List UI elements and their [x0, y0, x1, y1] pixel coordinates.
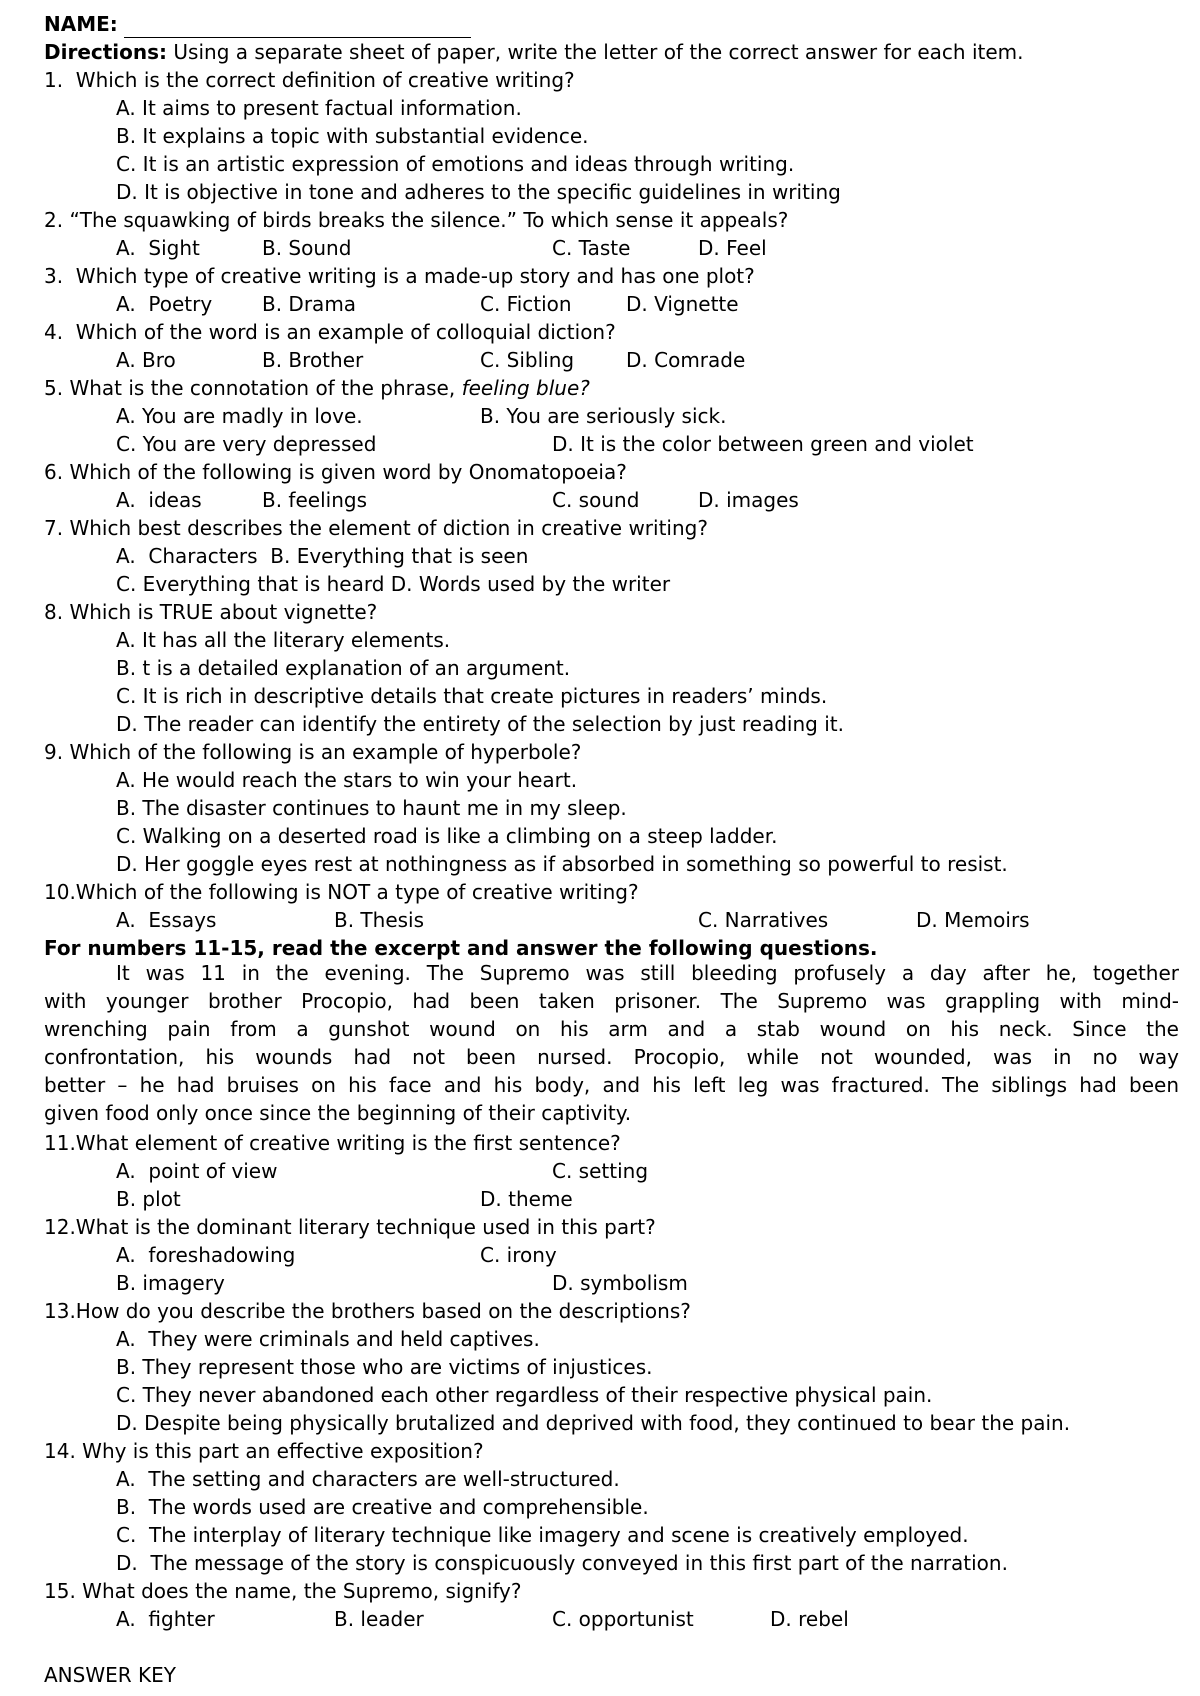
question-option: B. You are seriously sick. — [480, 404, 727, 428]
question-option: B. leader — [334, 1607, 424, 1631]
question-option: A. fighter — [116, 1607, 215, 1631]
question-option: C. Walking on a deserted road is like a climbing on a steep ladder. — [116, 824, 778, 848]
directions-text: Using a separate sheet of paper, write the letter of the correct answer for each item. — [167, 40, 1024, 64]
question-option: C. Sibling — [480, 348, 575, 372]
passage-line: It was 11 in the evening. The Supremo was still bleeding profusely a day after he, together — [116, 961, 1179, 985]
question-option: C. setting — [552, 1159, 649, 1183]
excerpt-passage — [44, 959, 1179, 1127]
passage-heading: For numbers 11-15, read the excerpt and answer the following questions. — [44, 936, 878, 960]
directions-label: Directions: — [44, 40, 168, 64]
question-stem: 9. Which of the following is an example of hyperbole? — [44, 740, 582, 764]
question-stem: 4. Which of the word is an example of colloquial diction? — [44, 320, 616, 344]
passage-line: wrenching pain from a gunshot wound on his arm and a stab wound on his neck. Since the — [44, 1017, 1179, 1041]
question-option: C. It is rich in descriptive details that create pictures in readers’ minds. — [116, 684, 828, 708]
question-stem: 13.How do you describe the brothers based on the descriptions? — [44, 1299, 691, 1323]
name-label: NAME: — [44, 12, 118, 36]
question-option: C. Fiction — [480, 292, 572, 316]
question-stem: 8. Which is TRUE about vignette? — [44, 600, 378, 624]
question-option: C. irony — [480, 1243, 557, 1267]
passage-line: confrontation, his wounds had not been nursed. Procopio, while not wounded, was in no way — [44, 1045, 1179, 1069]
question-option: B. imagery — [116, 1271, 225, 1295]
question-option: D. symbolism — [552, 1271, 688, 1295]
question-option: D. Her goggle eyes rest at nothingness as if absorbed in something so powerful to resist. — [116, 852, 1008, 876]
question-stem: 10.Which of the following is NOT a type of creative writing? — [44, 880, 639, 904]
question-option: A. Poetry — [116, 292, 213, 316]
question-option: A. Characters B. Everything that is seen — [116, 544, 529, 568]
question-stem: 2. “The squawking of birds breaks the silence.” To which sense it appeals? — [44, 208, 789, 232]
question-option: B. Drama — [262, 292, 357, 316]
question-option: A. Essays — [116, 908, 217, 932]
question-option: C. Narratives — [698, 908, 829, 932]
question-option: A. ideas — [116, 488, 202, 512]
question-option: C. It is an artistic expression of emotions and ideas through writing. — [116, 152, 795, 176]
question-option: C. Taste — [552, 236, 631, 260]
question-stem: 14. Why is this part an effective exposition? — [44, 1439, 484, 1463]
directions — [44, 38, 1023, 66]
question-stem: 15. What does the name, the Supremo, signify? — [44, 1579, 522, 1603]
question-option: A. Bro — [116, 348, 176, 372]
question-option: A. You are madly in love. — [116, 404, 363, 428]
question-option: C. The interplay of literary technique like imagery and scene is creatively employed. — [116, 1523, 969, 1547]
question-option: A. point of view — [116, 1159, 278, 1183]
question-option: D. Feel — [698, 236, 767, 260]
question-option: B. Thesis — [334, 908, 425, 932]
question-option: D. theme — [480, 1187, 573, 1211]
question-option: C. They never abandoned each other regardless of their respective physical pain. — [116, 1383, 933, 1407]
question-option: B. The words used are creative and comprehensible. — [116, 1495, 649, 1519]
question-option: C. opportunist — [552, 1607, 694, 1631]
question-option: D. The message of the story is conspicuously conveyed in this first part of the narration. — [116, 1551, 1008, 1575]
question-stem: 11.What element of creative writing is the first sentence? — [44, 1131, 621, 1155]
question-option: D. Comrade — [626, 348, 746, 372]
question-stem-text: 5. What is the connotation of the phrase, — [44, 376, 462, 400]
question-option: B. The disaster continues to haunt me in my sleep. — [116, 796, 627, 820]
passage-line: better – he had bruises on his face and his body, and his left leg was fractured. The siblings had been — [44, 1073, 1179, 1097]
question-stem: 7. Which best describes the element of diction in creative writing? — [44, 516, 708, 540]
question-option: A. He would reach the stars to win your heart. — [116, 768, 578, 792]
question-option: A. It aims to present factual information. — [116, 96, 522, 120]
question-option: B. t is a detailed explanation of an argument. — [116, 656, 571, 680]
question-option: D. rebel — [770, 1607, 849, 1631]
question-option: D. It is objective in tone and adheres to the specific guidelines in writing — [116, 180, 841, 204]
question-option: A. The setting and characters are well-structured. — [116, 1467, 620, 1491]
passage-line: given food only once since the beginning of their captivity. — [44, 1101, 632, 1125]
question-option: B. Brother — [262, 348, 364, 372]
question-option: B. They represent those who are victims of injustices. — [116, 1355, 653, 1379]
question-option: D. images — [698, 488, 799, 512]
question-option: C. Everything that is heard D. Words used by the writer — [116, 572, 671, 596]
question-stem: 1. Which is the correct definition of creative writing? — [44, 68, 575, 92]
question-option: A. Sight — [116, 236, 200, 260]
question-option: D. Vignette — [626, 292, 739, 316]
question-option: D. It is the color between green and violet — [552, 432, 974, 456]
passage-line: with younger brother Procopio, had been taken prisoner. The Supremo was grappling with mind- — [44, 989, 1179, 1013]
answer-key-label: ANSWER KEY — [44, 1663, 176, 1687]
question-option: B. plot — [116, 1187, 181, 1211]
question-stem: 12.What is the dominant literary technique used in this part? — [44, 1215, 656, 1239]
question-option: D. The reader can identify the entirety of the selection by just reading it. — [116, 712, 844, 736]
question-stem — [44, 374, 590, 402]
question-option: C. sound — [552, 488, 640, 512]
question-option: B. It explains a topic with substantial evidence. — [116, 124, 589, 148]
question-option: C. You are very depressed — [116, 432, 377, 456]
question-stem: 6. Which of the following is given word by Onomatopoeia? — [44, 460, 627, 484]
question-option: A. They were criminals and held captives. — [116, 1327, 540, 1351]
question-option: A. It has all the literary elements. — [116, 628, 451, 652]
question-option: D. Despite being physically brutalized and deprived with food, they continued to bear the pain. — [116, 1411, 1071, 1435]
question-option: D. Memoirs — [916, 908, 1030, 932]
question-stem: 3. Which type of creative writing is a made-up story and has one plot? — [44, 264, 755, 288]
question-option: B. Sound — [262, 236, 352, 260]
question-option: A. foreshadowing — [116, 1243, 296, 1267]
question-stem-italic: feeling blue? — [461, 376, 590, 400]
question-option: B. feelings — [262, 488, 367, 512]
